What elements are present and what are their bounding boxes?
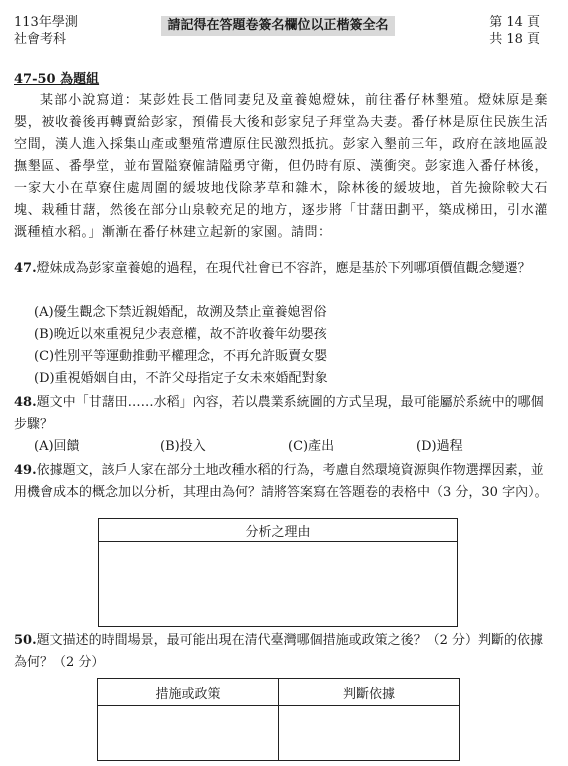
question-49 (14, 460, 548, 504)
question-number: 49. (14, 463, 37, 478)
exam-subject: 社會考科 (14, 32, 67, 47)
question-text: 依據題文，該戶人家在部分土地改種水稻的行為，考慮自然環境資源與作物選擇因素，並用機會成本的概念加以分析，其理由為何？請將答案寫在答題卷的表格中（3 分，30 字內）。 (14, 463, 548, 500)
header-left (14, 14, 78, 48)
question-number: 47. (14, 261, 37, 276)
q49-answer-table (98, 518, 458, 627)
question-number: 50. (14, 633, 37, 648)
passage-text: 某部小說寫道：某彭姓長工偕同妻兒及童養媳燈妹，前往番仔林墾殖。燈妹原是棄嬰，被收養後再轉賣給彭家，預備長大後和彭家兒子拜堂為夫妻。番仔林是原住民族生活空間，漢人進入採集山產或墾殖常遭原住民激烈抵抗。彭家入墾前三年，政府在該地區設撫墾區、番學堂，並布置隘寮僱請隘勇守衛，但仍時有原、漢衝突。彭家進入番仔林後，一家大小在草寮住處周圍的緩坡地伐除茅草和雜木，除林後的緩坡地，首先撿除較大石塊、栽種甘藷，然後在部分山泉較充足的地方，逐步將「甘藷田劃平，築成梯田，引水灌溉種植水稻。」漸漸在番仔林建立起新的家園。請問： (14, 93, 548, 240)
question-text: 題文中「甘藷田……水稻」內容，若以農業系統圖的方式呈現，最可能屬於系統中的哪個步驟？ (14, 395, 544, 432)
page-number: 第 14 頁 (489, 15, 540, 30)
q50-policy-cell (98, 706, 279, 761)
q49-table-header: 分析之理由 (99, 519, 458, 542)
q48-option-a: (A)回饋 (34, 439, 80, 454)
question-text: 題文描述的時間場景，最可能出現在清代臺灣哪個措施或政策之後？（2 分）判斷的依據為何？（2 分） (14, 633, 544, 670)
q47-option-b: (B)晚近以來重視兒少表意權，故不許收養年幼嬰孩 (34, 327, 327, 342)
q49-answer-cell (99, 542, 458, 627)
q50-answer-table (97, 678, 460, 761)
page-total: 共 18 頁 (489, 32, 540, 47)
question-group-title: 47-50 為題組 (14, 72, 100, 87)
question-number: 48. (14, 395, 37, 410)
question-47 (14, 258, 548, 280)
q48-option-d: (D)過程 (416, 439, 463, 454)
header-right (489, 14, 540, 48)
q50-basis-cell (279, 706, 460, 761)
q48-option-b: (B)投入 (160, 439, 206, 454)
question-48 (14, 392, 548, 436)
signature-reminder: 請記得在答題卷簽名欄位以正楷簽全名 (161, 16, 395, 36)
q47-option-d: (D)重視婚姻自由，不許父母指定子女未來婚配對象 (34, 371, 328, 386)
question-text: 燈妹成為彭家童養媳的過程，在現代社會已不容許，應是基於下列哪項價值觀念變遷？ (36, 261, 531, 276)
q47-option-a: (A)優生觀念下禁近親婚配，故溯及禁止童養媳習俗 (34, 305, 327, 320)
q50-header-policy: 措施或政策 (98, 679, 279, 706)
q47-option-c: (C)性別平等運動推動平權理念，不再允許販賣女嬰 (34, 349, 328, 364)
exam-year: 113年學測 (14, 15, 78, 30)
question-50 (14, 630, 548, 674)
q48-option-c: (C)產出 (288, 439, 335, 454)
q50-header-basis: 判斷依據 (279, 679, 460, 706)
